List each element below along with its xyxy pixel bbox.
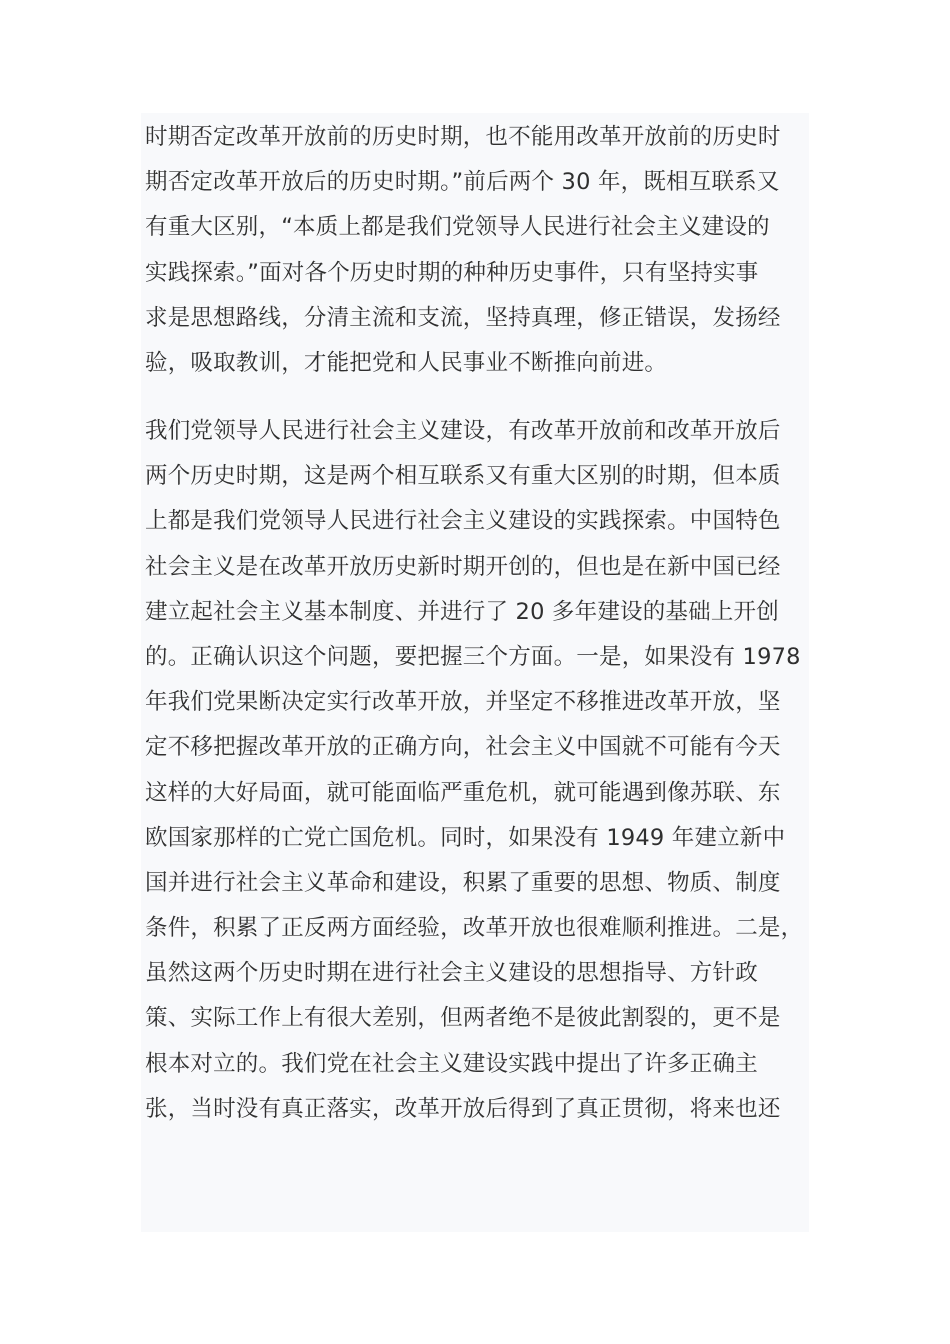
text-line: 这样的大好局面，就可能面临严重危机，就可能遇到像苏联、东 — [145, 779, 781, 806]
text-line: 验，吸取教训，才能把党和人民事业不断推向前进。 — [145, 349, 668, 376]
text-line: 有重大区别，“本质上都是我们党领导人民进行社会主义建设的 — [145, 214, 770, 241]
text-line: 条件，积累了正反两方面经验，改革开放也很难顺利推进。二是， — [145, 915, 804, 942]
text-line: 建立起社会主义基本制度、并进行了 20 多年建设的基础上开创 — [145, 598, 779, 625]
text-line: 求是思想路线，分清主流和支流，坚持真理，修正错误，发扬经 — [145, 304, 781, 331]
text-line: 社会主义是在改革开放历史新时期开创的，但也是在新中国已经 — [145, 553, 781, 580]
text-line: 年我们党果断决定实行改革开放，并坚定不移推进改革开放，坚 — [145, 689, 781, 716]
text-line: 张，当时没有真正落实，改革开放后得到了真正贯彻，将来也还 — [145, 1095, 781, 1122]
text-line: 时期否定改革开放前的历史时期，也不能用改革开放前的历史时 — [145, 124, 781, 150]
text-line: 定不移把握改革开放的正确方向，社会主义中国就不可能有今天 — [145, 734, 781, 761]
text-line: 上都是我们党领导人民进行社会主义建设的实践探索。中国特色 — [145, 508, 781, 535]
text-line: 策、实际工作上有很大差别，但两者绝不是彼此割裂的，更不是 — [145, 1005, 781, 1032]
text-line: 我们党领导人民进行社会主义建设，有改革开放前和改革开放后 — [145, 418, 781, 444]
text-line: 欧国家那样的亡党亡国危机。同时，如果没有 1949 年建立新中 — [145, 824, 786, 851]
text-line: 期否定改革开放后的历史时期。”前后两个 30 年，既相互联系又 — [145, 169, 780, 196]
paragraph-1 — [145, 115, 809, 386]
paragraph-2 — [145, 409, 809, 1132]
text-line: 国并进行社会主义革命和建设，积累了重要的思想、物质、制度 — [145, 869, 781, 896]
text-line: 两个历史时期，这是两个相互联系又有重大区别的时期，但本质 — [145, 463, 781, 490]
text-line: 虽然这两个历史时期在进行社会主义建设的思想指导、方针政 — [145, 960, 758, 987]
text-line: 实践探索。”面对各个历史时期的种种历史事件，只有坚持实事 — [145, 259, 759, 286]
text-line: 根本对立的。我们党在社会主义建设实践中提出了许多正确主 — [145, 1050, 758, 1077]
text-line: 的。正确认识这个问题，要把握三个方面。一是，如果没有 1978 — [145, 643, 801, 670]
